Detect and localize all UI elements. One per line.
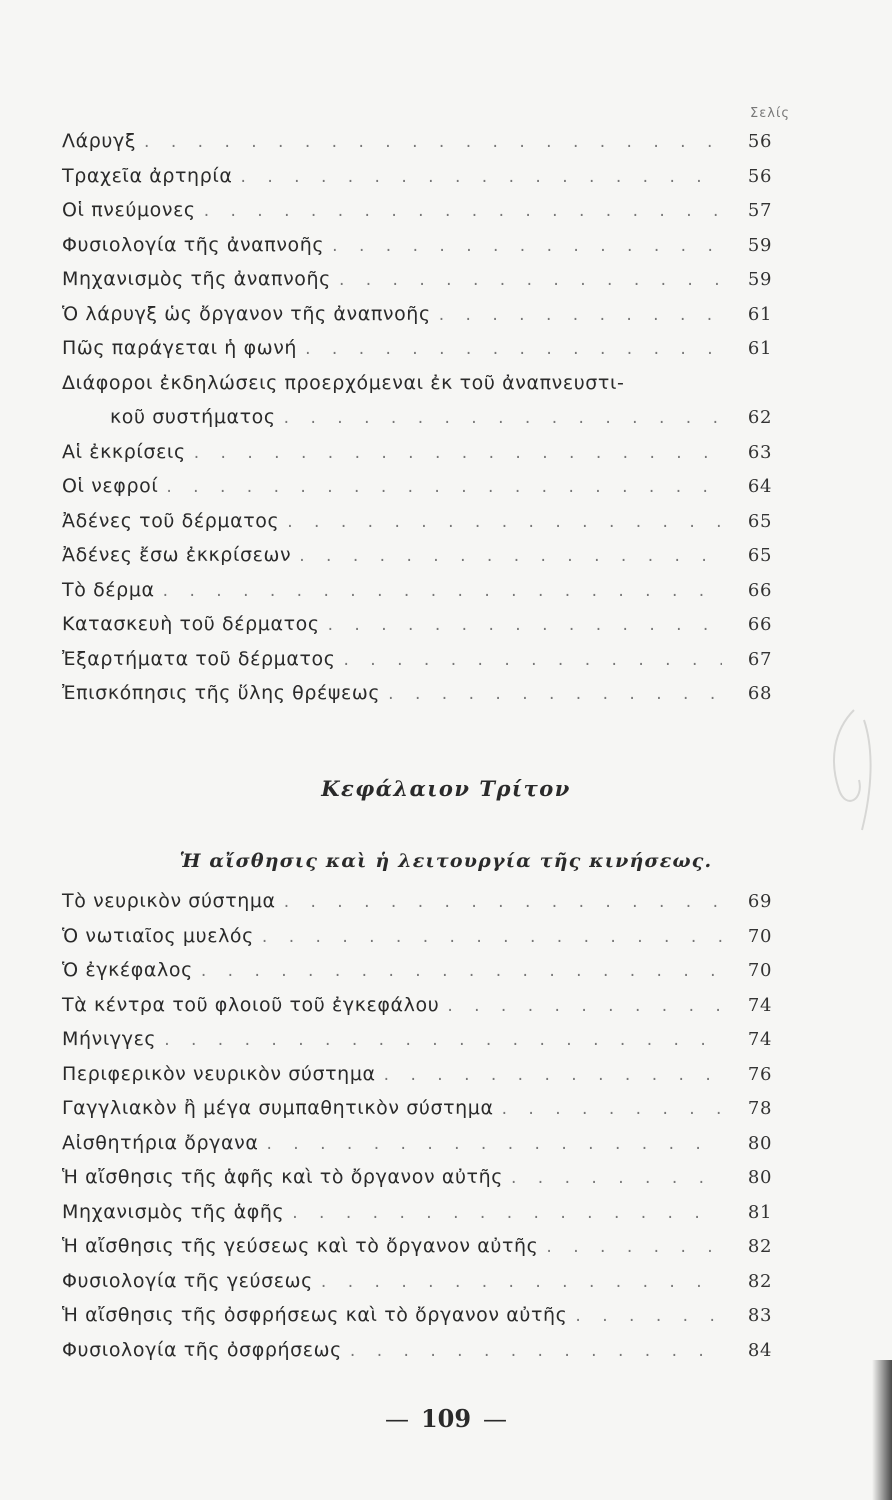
toc-entry bbox=[62, 919, 772, 954]
page-edge-shadow bbox=[872, 1360, 892, 1500]
toc-entry-page: 80 bbox=[747, 1167, 772, 1188]
toc-entry-page: 74 bbox=[747, 1029, 772, 1050]
toc-entry bbox=[62, 953, 772, 988]
dot-leader bbox=[384, 1058, 722, 1093]
page-column-header: Σελίς bbox=[750, 106, 790, 121]
dot-leader bbox=[502, 1092, 722, 1127]
dot-leader bbox=[241, 160, 722, 195]
toc-entry-page: 65 bbox=[747, 545, 772, 566]
toc-entry-title: Ἡ αἴσθησις τῆς ὀσφρήσεως καὶ τὸ ὄργανον αὐτῆς bbox=[62, 1304, 568, 1326]
toc-entry bbox=[62, 469, 772, 504]
toc-entry bbox=[62, 538, 772, 573]
dot-leader bbox=[511, 1161, 722, 1196]
toc-entry bbox=[62, 228, 772, 263]
toc-entry-page: 81 bbox=[747, 1201, 772, 1223]
toc-entry-title: Τὸ νευρικὸν σύστημα bbox=[62, 890, 276, 912]
toc-entry-page: 61 bbox=[747, 303, 772, 325]
dot-leader bbox=[350, 1334, 722, 1369]
dot-leader bbox=[163, 574, 722, 609]
toc-entry-title: Τὰ κέντρα τοῦ φλοιοῦ τοῦ ἐγκεφάλου bbox=[62, 993, 440, 1016]
toc-entry bbox=[62, 573, 772, 608]
toc-entry-title: Γαγγλιακὸν ἢ μέγα συμπαθητικὸν σύστημα bbox=[62, 1097, 494, 1119]
toc-entry-title: Ὁ ἐγκέφαλος bbox=[62, 959, 193, 981]
footer-dash-left: — bbox=[384, 1405, 409, 1433]
dot-leader bbox=[284, 401, 722, 436]
toc-entry-title: Λάρυγξ bbox=[62, 130, 137, 152]
toc-entry-page: 82 bbox=[747, 1236, 772, 1257]
toc-entry-title: Τραχεῖα ἀρτηρία bbox=[62, 164, 233, 187]
toc-entry bbox=[62, 1195, 772, 1230]
toc-entry-page: 61 bbox=[747, 338, 772, 359]
toc-entry-title: Ὁ νωτιαῖος μυελός bbox=[62, 924, 254, 947]
toc-entry-title: Πῶς παράγεται ἡ φωνή bbox=[62, 337, 298, 359]
toc-entry bbox=[62, 1264, 772, 1299]
dot-leader bbox=[287, 505, 722, 540]
toc-entry-title: Φυσιολογία τῆς ἀναπνοῆς bbox=[62, 233, 325, 256]
toc-entry-page: 83 bbox=[747, 1305, 772, 1326]
dot-leader bbox=[299, 539, 722, 574]
toc-entry bbox=[62, 1057, 772, 1092]
dot-leader bbox=[439, 298, 722, 333]
dot-leader bbox=[266, 1127, 722, 1162]
toc-entry-title: Φυσιολογία τῆς γεύσεως bbox=[62, 1269, 313, 1292]
dot-leader bbox=[546, 1230, 722, 1265]
toc-entry bbox=[62, 1298, 772, 1333]
toc-entry bbox=[62, 504, 772, 539]
footer-dash-right: — bbox=[483, 1405, 508, 1433]
toc-entry-page: 57 bbox=[747, 200, 772, 221]
dot-leader bbox=[321, 1265, 722, 1300]
dot-leader bbox=[262, 920, 722, 955]
toc-entry bbox=[62, 159, 772, 194]
toc-entry bbox=[62, 435, 772, 470]
toc-entry-title: Ἐξαρτήματα τοῦ δέρματος bbox=[62, 647, 336, 670]
dot-leader bbox=[339, 263, 722, 298]
toc-entry bbox=[62, 1126, 772, 1161]
toc-entry-title: Μηχανισμὸς τῆς ἁφῆς bbox=[62, 1200, 285, 1223]
toc-entry-title: Ἀδένες τοῦ δέρματος bbox=[62, 509, 280, 532]
chapter-title: Κεφάλαιον Τρίτον bbox=[321, 776, 571, 801]
toc-entry-page: 68 bbox=[747, 683, 772, 704]
toc-entry-page: 70 bbox=[747, 960, 772, 981]
toc-entry-page: 62 bbox=[747, 407, 772, 428]
toc-entry-page: 59 bbox=[747, 234, 772, 256]
toc-entry-title: Διάφοροι ἐκδηλώσεις προερχόμεναι ἐκ τοῦ ἀναπνευστι- bbox=[62, 371, 625, 394]
toc-entry bbox=[62, 884, 772, 919]
toc-entry-page: 66 bbox=[747, 579, 772, 601]
dot-leader bbox=[144, 125, 722, 160]
dot-leader bbox=[328, 608, 722, 643]
toc-entry-page: 66 bbox=[747, 614, 772, 635]
toc-entry-title: Ἐπισκόπησις τῆς ὕλης θρέψεως bbox=[62, 682, 381, 704]
toc-entry bbox=[62, 331, 772, 366]
dot-leader bbox=[343, 643, 722, 678]
toc-entry-page: 76 bbox=[747, 1063, 772, 1085]
dot-leader bbox=[284, 885, 722, 920]
toc-entry bbox=[62, 1091, 772, 1126]
toc-entry-page: 63 bbox=[747, 441, 772, 463]
toc-entry-page: 84 bbox=[747, 1339, 772, 1361]
toc-entry-title: Κατασκευὴ τοῦ δέρματος bbox=[62, 613, 320, 635]
toc-entry-title: Αἰσθητήρια ὄργανα bbox=[62, 1131, 259, 1154]
dot-leader bbox=[305, 332, 722, 367]
toc-entry-page: 56 bbox=[747, 131, 772, 152]
toc-entry bbox=[62, 1160, 772, 1195]
toc-entry bbox=[62, 607, 772, 642]
toc-entry-first-line bbox=[62, 366, 772, 401]
toc-entry bbox=[62, 124, 772, 159]
toc-entry bbox=[62, 1333, 772, 1368]
toc-entry bbox=[62, 1229, 772, 1264]
chapter-subtitle: Ἡ αἴσθησις καὶ ἡ λειτουργία τῆς κινήσεως. bbox=[179, 850, 713, 872]
toc-entry-page: 69 bbox=[747, 891, 772, 912]
dot-leader bbox=[201, 954, 722, 989]
toc-entry-title: Μηχανισμὸς τῆς ἀναπνοῆς bbox=[62, 268, 331, 290]
toc-entry-title: Ἡ αἴσθησις τῆς γεύσεως καὶ τὸ ὄργανον αὐτῆς bbox=[62, 1235, 539, 1257]
toc-entry-title: Τὸ δέρμα bbox=[62, 578, 155, 601]
toc-entry-page: 78 bbox=[747, 1098, 772, 1119]
toc-entry-continuation bbox=[62, 400, 772, 435]
toc-entry-page: 65 bbox=[747, 510, 772, 532]
toc-section-2 bbox=[62, 884, 772, 1367]
faint-margin-handwriting bbox=[814, 700, 884, 850]
dot-leader bbox=[388, 677, 722, 712]
toc-entry-page: 56 bbox=[747, 165, 772, 187]
toc-entry bbox=[62, 988, 772, 1023]
toc-entry-title: Αἱ ἐκκρίσεις bbox=[62, 440, 186, 463]
toc-entry bbox=[62, 262, 772, 297]
toc-entry-title: Περιφερικὸν νευρικὸν σύστημα bbox=[62, 1062, 376, 1085]
toc-entry-page: 64 bbox=[747, 476, 772, 497]
dot-leader bbox=[204, 194, 722, 229]
toc-section-1 bbox=[62, 124, 772, 711]
dot-leader bbox=[194, 436, 722, 471]
dot-leader bbox=[447, 989, 722, 1024]
toc-entry bbox=[62, 193, 772, 228]
toc-entry-title: Ὁ λάρυγξ ὡς ὄργανον τῆς ἀναπνοῆς bbox=[62, 302, 431, 325]
dot-leader bbox=[575, 1299, 722, 1334]
page-number: 109 bbox=[420, 1404, 472, 1433]
toc-entry bbox=[62, 1022, 772, 1057]
toc-entry-title: κοῦ συστήματος bbox=[110, 406, 276, 428]
toc-entry-page: 70 bbox=[747, 925, 772, 947]
toc-entry-title: Φυσιολογία τῆς ὀσφρήσεως bbox=[62, 1338, 342, 1361]
toc-entry-title: Ἀδένες ἔσω ἐκκρίσεων bbox=[62, 544, 292, 566]
toc-entry bbox=[62, 297, 772, 332]
page-footer bbox=[0, 1404, 892, 1433]
dot-leader bbox=[164, 1023, 722, 1058]
toc-entry-page: 74 bbox=[747, 994, 772, 1016]
toc-entry-page: 59 bbox=[747, 269, 772, 290]
toc-entry bbox=[62, 676, 772, 711]
dot-leader bbox=[292, 1196, 722, 1231]
toc-entry bbox=[62, 642, 772, 677]
toc-entry-title: Οἱ νεφροί bbox=[62, 475, 159, 497]
toc-entry-page: 80 bbox=[747, 1132, 772, 1154]
toc-entry-title: Οἱ πνεύμονες bbox=[62, 199, 196, 221]
toc-entry-page: 67 bbox=[747, 648, 772, 670]
toc-entry-title: Μήνιγγες bbox=[62, 1028, 157, 1050]
toc-entry-title: Ἡ αἴσθησις τῆς ἁφῆς καὶ τὸ ὄργανον αὐτῆς bbox=[62, 1166, 503, 1188]
toc-entry-page: 82 bbox=[747, 1270, 772, 1292]
dot-leader bbox=[332, 229, 722, 264]
dot-leader bbox=[166, 470, 722, 505]
